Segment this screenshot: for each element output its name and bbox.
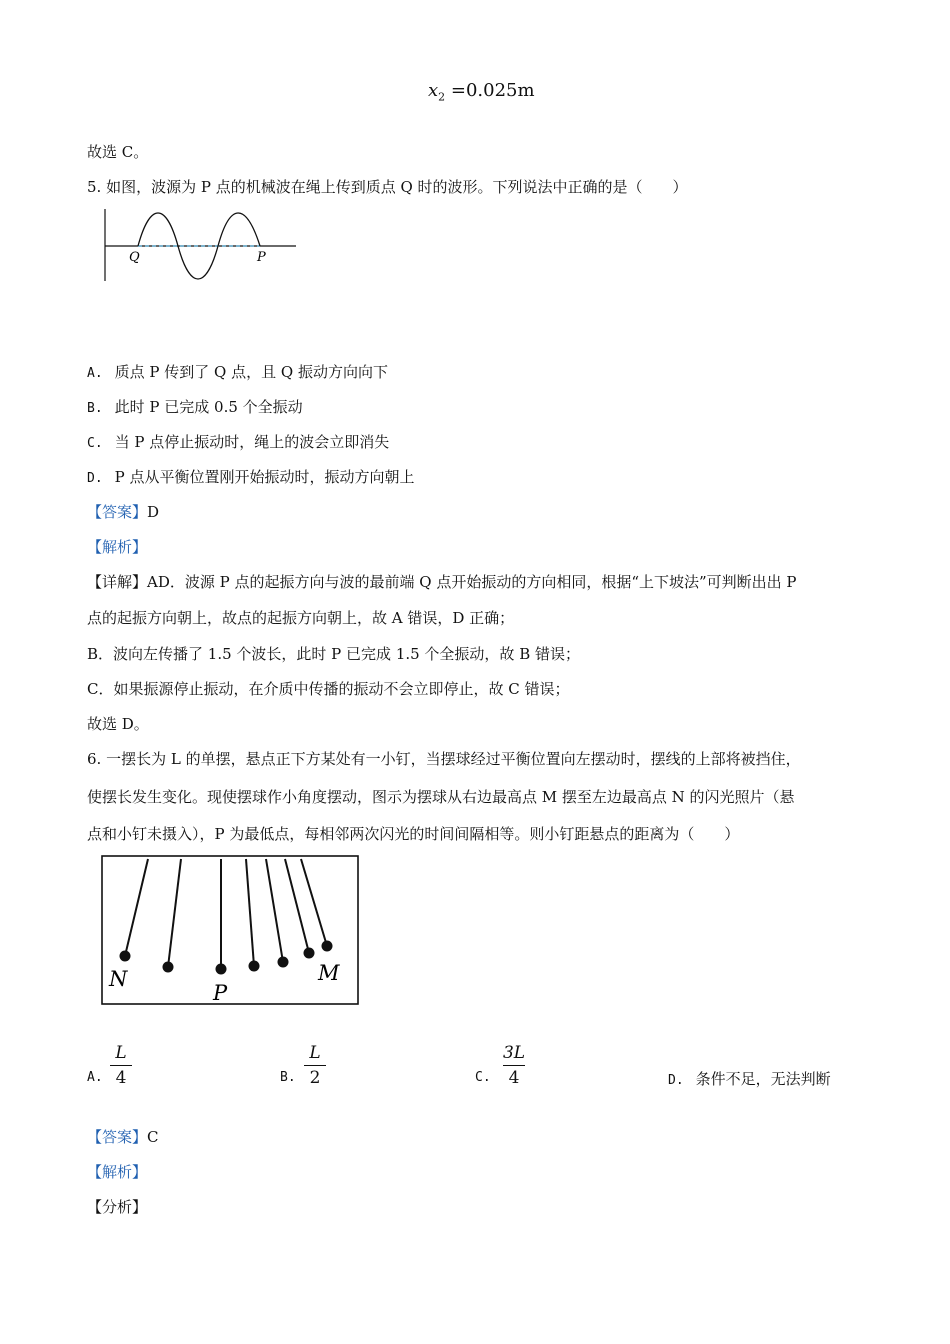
formula-rest: =0.025m xyxy=(450,80,535,101)
q6-stem-line-2: 使摆长发生变化。现使摆球作小角度摆动，图示为摆球从右边最高点 M 摆至左边最高点 N 的闪光照片（悬 xyxy=(87,788,795,806)
q5-detail-line-4: C．如果振源停止振动，在介质中传播的振动不会立即停止，故 C 错误； xyxy=(87,680,570,698)
q6-option-c-label: C. xyxy=(475,1070,491,1085)
formula-x2 xyxy=(428,80,535,104)
pendulum-string-4 xyxy=(246,859,254,966)
q6-answer xyxy=(87,1127,159,1147)
answer-value: D xyxy=(147,503,160,521)
q6-analysis-tag: 【解析】 xyxy=(87,1163,148,1181)
fraction-denominator: 4 xyxy=(508,1068,520,1088)
q5-detail-line-1: 【详解】AD．波源 P 点的起振方向与波的最前端 Q 点开始振动的方向相同，根据“上下坡法”可判断出出 P xyxy=(87,573,797,591)
wave-label-p: P xyxy=(257,250,266,265)
fraction-bar xyxy=(304,1065,326,1066)
option-label: D. xyxy=(668,1073,684,1088)
q5-option-a xyxy=(87,362,388,384)
pendulum-string-n xyxy=(125,859,148,956)
bob-n xyxy=(120,951,131,962)
option-label: B. xyxy=(87,401,103,416)
q6-analysis-sub-tag: 【分析】 xyxy=(87,1198,148,1216)
q5-option-d xyxy=(87,467,415,489)
fraction-bar xyxy=(110,1065,132,1066)
option-text: 质点 P 传到了 Q 点，且 Q 振动方向向下 xyxy=(114,363,388,381)
q6-option-b-label: B. xyxy=(280,1070,296,1085)
pendulum-string-5 xyxy=(266,859,283,962)
bob-6 xyxy=(304,948,315,959)
option-label: A. xyxy=(87,366,103,381)
fraction-numerator: L xyxy=(309,1043,321,1063)
option-text: 当 P 点停止振动时，绳上的波会立即消失 xyxy=(114,433,390,451)
option-text: 此时 P 已完成 0.5 个全振动 xyxy=(114,398,303,416)
q5-answer xyxy=(87,502,159,522)
q5-detail-line-5: 故选 D。 xyxy=(87,715,149,733)
bob-m xyxy=(322,941,333,952)
q6-option-c-fraction xyxy=(501,1042,527,1089)
bob-4 xyxy=(249,961,260,972)
answer-tag: 【答案】 xyxy=(87,1128,148,1146)
option-label: C. xyxy=(87,436,103,451)
fraction-denominator: 4 xyxy=(115,1068,127,1088)
formula-var: x xyxy=(428,80,439,101)
fraction-denominator: 2 xyxy=(309,1068,321,1088)
prev-conclusion: 故选 C。 xyxy=(87,143,149,161)
q5-analysis-tag: 【解析】 xyxy=(87,538,148,556)
q5-option-c xyxy=(87,432,389,454)
answer-value: C xyxy=(147,1128,159,1146)
q6-option-d xyxy=(668,1068,831,1089)
q6-option-b-fraction xyxy=(302,1042,328,1089)
q6-pendulum-figure xyxy=(101,855,361,1007)
wave-label-q: Q xyxy=(129,250,140,265)
option-text: 条件不足，无法判断 xyxy=(695,1070,831,1088)
pendulum-label-n: N xyxy=(109,967,128,991)
pendulum-label-m: M xyxy=(318,961,340,985)
fraction-numerator: 3L xyxy=(502,1043,526,1063)
fraction-numerator: L xyxy=(115,1043,127,1063)
q5-option-b xyxy=(87,397,303,419)
pendulum-label-p: P xyxy=(213,981,228,1005)
q6-option-a-label: A. xyxy=(87,1070,103,1085)
formula-sub: 2 xyxy=(438,90,446,104)
fraction-bar xyxy=(503,1065,525,1066)
answer-tag: 【答案】 xyxy=(87,503,148,521)
q6-option-a-fraction xyxy=(108,1042,134,1089)
bob-5 xyxy=(278,957,289,968)
q5-wave-figure xyxy=(98,205,303,285)
option-label: D. xyxy=(87,471,103,486)
option-text: P 点从平衡位置刚开始振动时，振动方向朝上 xyxy=(114,468,415,486)
q6-stem-line-1: 6. 一摆长为 L 的单摆，悬点正下方某处有一小钉，当摆球经过平衡位置向左摆动时，摆线的上部将被挡住， xyxy=(87,750,801,768)
q5-detail-line-3: B．波向左传播了 1.5 个波长，此时 P 已完成 1.5 个全振动，故 B 错误； xyxy=(87,645,580,663)
q5-stem: 5. 如图，波源为 P 点的机械波在绳上传到质点 Q 时的波形。下列说法中正确的是（ ） xyxy=(87,178,688,196)
bob-2 xyxy=(163,962,174,973)
pendulum-string-2 xyxy=(168,859,181,967)
bob-p xyxy=(216,964,227,975)
q5-detail-line-2: 点的起振方向朝上，故点的起振方向朝上，故 A 错误，D 正确； xyxy=(87,609,515,627)
q6-stem-line-3: 点和小钉未摄入），P 为最低点，每相邻两次闪光的时间间隔相等。则小钉距悬点的距离为（ ） xyxy=(87,825,740,843)
